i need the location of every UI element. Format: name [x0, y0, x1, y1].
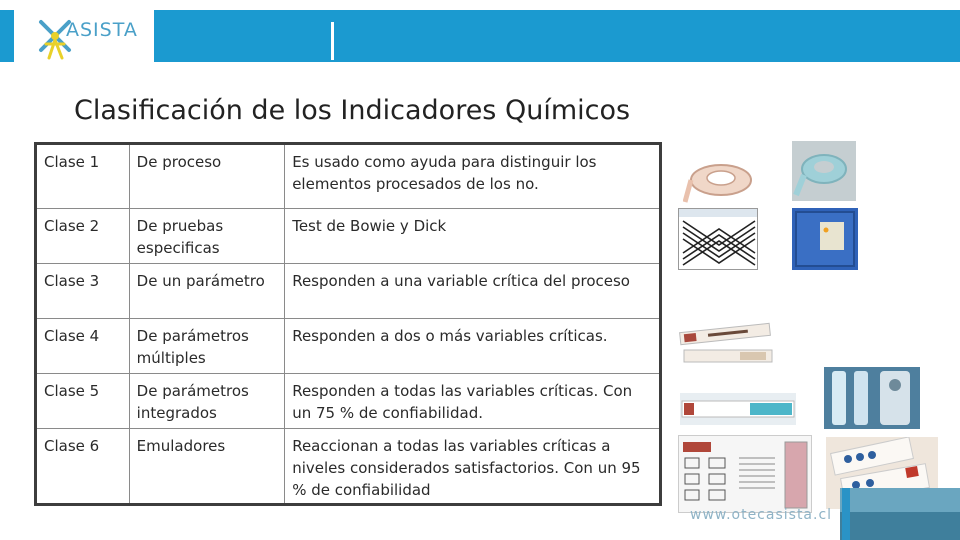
- class-cell: Clase 6: [36, 429, 130, 505]
- table-row: [36, 374, 661, 429]
- table-row: [36, 429, 661, 505]
- class-cell: Clase 5: [36, 374, 130, 429]
- type-cell: De parámetros integrados: [129, 374, 285, 429]
- type-cell: Emuladores: [129, 429, 285, 505]
- description-cell: Reaccionan a todas las variables críticas a niveles considerados satisfactorios. Con un 95 % de confiabilidad: [285, 429, 661, 505]
- page-title: Clasificación de los Indicadores Químicos: [74, 95, 631, 126]
- type-cell: De parámetros múltiples: [129, 319, 285, 374]
- description-cell: Test de Bowie y Dick: [285, 209, 661, 264]
- description-cell: Responden a una variable crítica del proceso: [285, 264, 661, 319]
- biological-vials-image: [824, 367, 920, 429]
- bowie-dick-test-image: [678, 208, 758, 270]
- class-cell: Clase 4: [36, 319, 130, 374]
- header: [0, 0, 960, 64]
- table-row: [36, 319, 661, 374]
- clinical-photo-image: [840, 488, 960, 540]
- description-cell: Es usado como ayuda para distinguir los elementos procesados de los no.: [285, 144, 661, 209]
- logo-text: ASISTA: [66, 19, 138, 41]
- indicator-strip-image: [678, 320, 774, 370]
- table-row: [36, 209, 661, 264]
- table-row: [36, 144, 661, 209]
- type-cell: De pruebas especificas: [129, 209, 285, 264]
- sterilization-pack-image: [792, 208, 858, 270]
- class-cell: Clase 1: [36, 144, 130, 209]
- description-cell: Responden a dos o más variables críticas.: [285, 319, 661, 374]
- website-url: www.otecasista.cl: [690, 507, 833, 523]
- tape-roll-image: [792, 141, 856, 201]
- header-divider: [331, 22, 334, 60]
- comply-card-image: [678, 435, 812, 513]
- indicator-tape-image: [683, 150, 758, 208]
- type-cell: De proceso: [129, 144, 285, 209]
- class-cell: Clase 3: [36, 264, 130, 319]
- type-cell: De un parámetro: [129, 264, 285, 319]
- integrator-strip-image: [680, 393, 796, 425]
- description-cell: Responden a todas las variables críticas. Con un 75 % de confiabilidad.: [285, 374, 661, 429]
- class-cell: Clase 2: [36, 209, 130, 264]
- logo: [14, 6, 154, 64]
- table-row: [36, 264, 661, 319]
- classification-table: [34, 142, 662, 506]
